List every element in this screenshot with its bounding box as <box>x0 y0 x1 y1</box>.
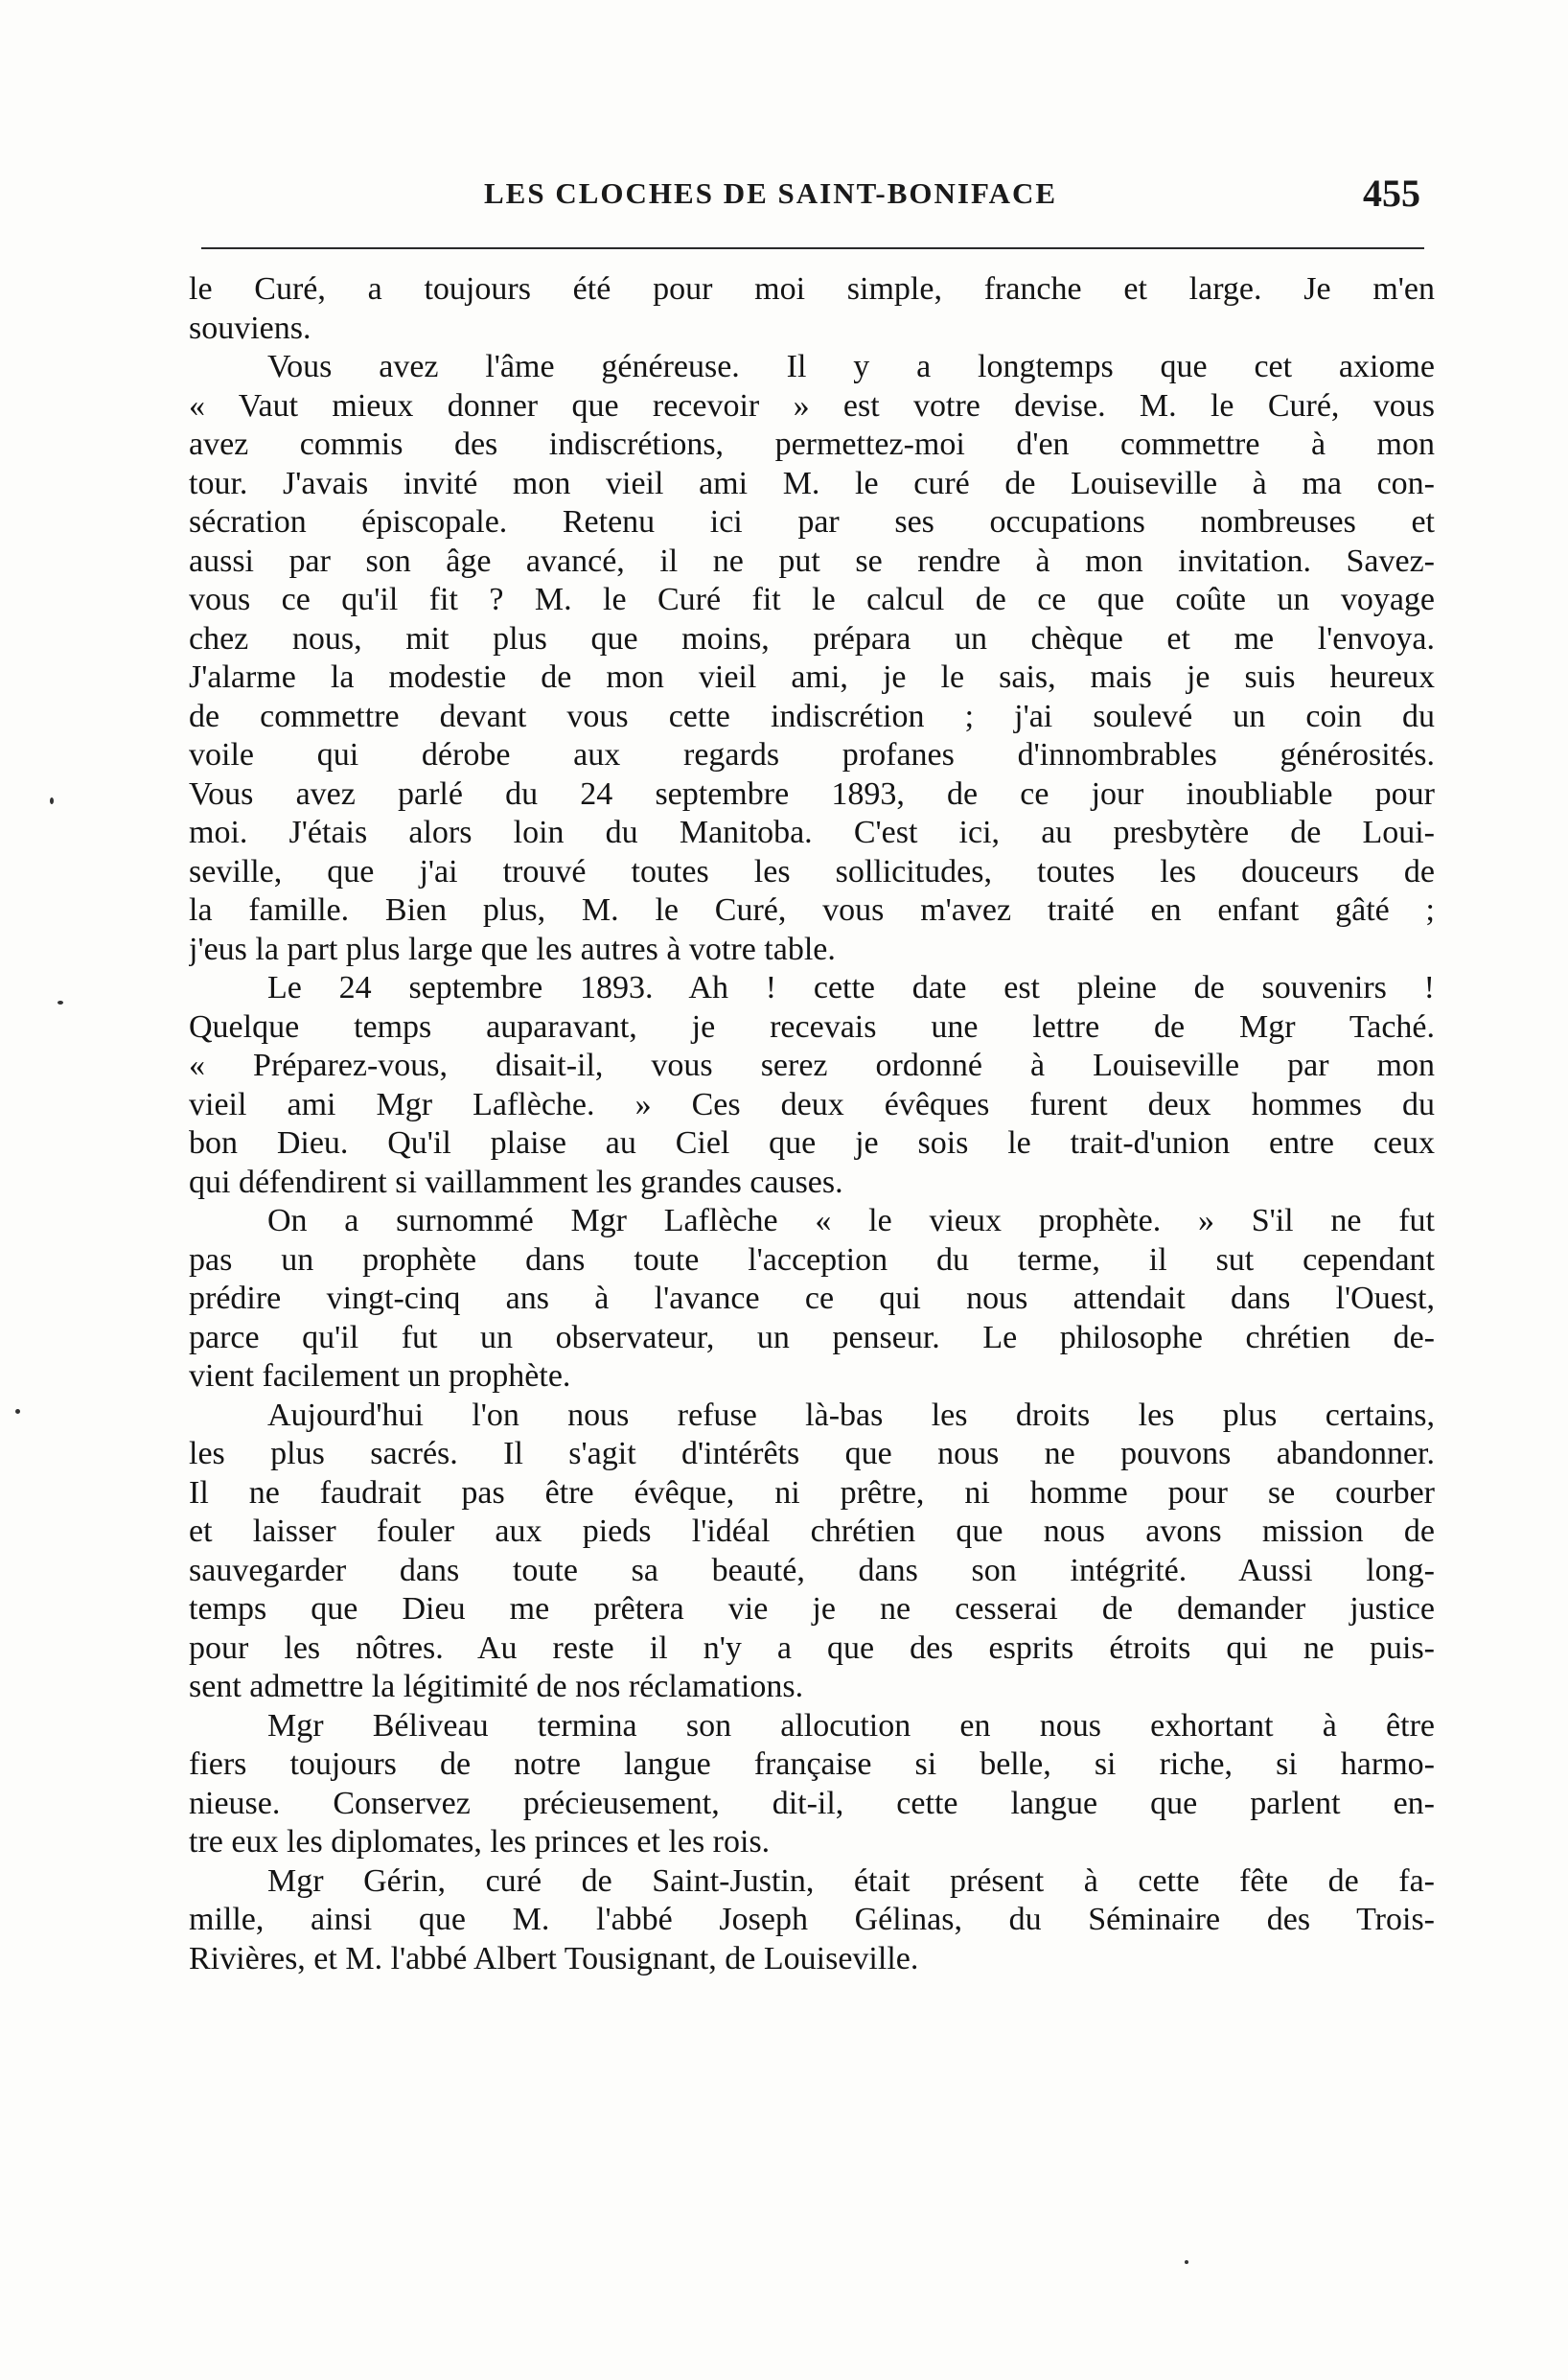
text-line: « Préparez-vous, disait-il, vous serez ordonné à Louiseville par mon <box>189 1048 1435 1083</box>
text-line: On a surnommé Mgr Laflèche « le vieux prophète. » S'il ne fut <box>267 1203 1435 1238</box>
scan-speck <box>50 797 54 804</box>
text-line: mille, ainsi que M. l'abbé Joseph Gélinas, du Séminaire des Trois- <box>189 1902 1435 1937</box>
scan-speck <box>15 1409 20 1414</box>
text-line: prédire vingt-cinq ans à l'avance ce qui nous attendait dans l'Ouest, <box>189 1281 1435 1316</box>
text-line: le Curé, a toujours été pour moi simple, franche et large. Je m'en <box>189 271 1435 307</box>
text-line: temps que Dieu me prêtera vie je ne cesserai de demander justice <box>189 1591 1435 1627</box>
text-line: vient facilement un prophète. <box>189 1358 571 1394</box>
text-line: Vous avez l'âme généreuse. Il y a longtemps que cet axiome <box>267 349 1435 384</box>
text-line: parce qu'il fut un observateur, un penseur. Le philosophe chrétien de- <box>189 1319 1435 1355</box>
text-line: vous ce qu'il fit ? M. le Curé fit le calcul de ce que coûte un voyage <box>189 582 1435 617</box>
text-line: les plus sacrés. Il s'agit d'intérêts que nous ne pouvons abandonner. <box>189 1436 1435 1471</box>
text-line: Mgr Béliveau termina son allocution en nous exhortant à être <box>267 1707 1435 1744</box>
text-line: vieil ami Mgr Laflèche. » Ces deux évêques furent deux hommes du <box>189 1086 1435 1122</box>
text-line: avez commis des indiscrétions, permettez-moi d'en commettre à mon <box>189 427 1435 462</box>
scan-speck <box>1185 2260 1188 2264</box>
text-line: Rivières, et M. l'abbé Albert Tousignant, de Louiseville. <box>189 1940 919 1976</box>
text-line: Il ne faudrait pas être évêque, ni prêtre, ni homme pour se courber <box>189 1474 1435 1511</box>
text-line: moi. J'étais alors loin du Manitoba. C'est ici, au presbytère de Loui- <box>189 815 1435 850</box>
text-line: bon Dieu. Qu'il plaise au Ciel que je sois le trait-d'union entre ceux <box>189 1125 1435 1161</box>
header-rule <box>201 247 1424 249</box>
text-line: fiers toujours de notre langue française si belle, si riche, si harmo- <box>189 1746 1435 1782</box>
text-line: Mgr Gérin, curé de Saint-Justin, était présent à cette fête de fa- <box>267 1862 1435 1899</box>
text-line: pas un prophète dans toute l'acception du terme, il sut cependant <box>189 1241 1435 1278</box>
text-line: J'alarme la modestie de mon vieil ami, je le sais, mais je suis heureux <box>189 659 1435 695</box>
scan-speck <box>58 1001 63 1005</box>
text-line: Aujourd'hui l'on nous refuse là-bas les droits les plus certains, <box>267 1397 1435 1433</box>
text-line: tre eux les diplomates, les princes et les rois. <box>189 1824 771 1860</box>
text-line: Vous avez parlé du 24 septembre 1893, de ce jour inoubliable pour <box>189 775 1435 812</box>
page-number: 455 <box>1363 172 1420 215</box>
text-line: « Vaut mieux donner que recevoir » est votre devise. M. le Curé, vous <box>189 387 1435 424</box>
text-line: souviens. <box>189 310 311 346</box>
text-line: sauvegarder dans toute sa beauté, dans son intégrité. Aussi long- <box>189 1552 1435 1588</box>
text-line: nieuse. Conservez précieusement, dit-il, cette langue que parlent en- <box>189 1785 1435 1821</box>
text-line: j'eus la part plus large que les autres à votre table. <box>189 931 836 967</box>
text-line: sent admettre la légitimité de nos réclamations. <box>189 1669 804 1704</box>
text-line: voile qui dérobe aux regards profanes d'innombrables générosités. <box>189 737 1435 773</box>
text-line: Quelque temps auparavant, je recevais une lettre de Mgr Taché. <box>189 1008 1435 1045</box>
text-line: la famille. Bien plus, M. le Curé, vous m'avez traité en enfant gâté ; <box>189 892 1435 928</box>
page-header <box>196 171 1428 219</box>
text-line: tour. J'avais invité mon vieil ami M. le curé de Louiseville à ma con- <box>189 465 1435 501</box>
text-line: qui défendirent si vaillamment les grandes causes. <box>189 1164 843 1200</box>
text-line: chez nous, mit plus que moins, prépara un chèque et me l'envoya. <box>189 620 1435 657</box>
text-line: seville, que j'ai trouvé toutes les sollicitudes, toutes les douceurs de <box>189 853 1435 890</box>
text-line: de commettre devant vous cette indiscrétion ; j'ai soulevé un coin du <box>189 698 1435 734</box>
text-line: aussi par son âge avancé, il ne put se rendre à mon invitation. Savez- <box>189 543 1435 579</box>
running-title: LES CLOCHES DE SAINT-BONIFACE <box>484 176 1058 210</box>
text-line: et laisser fouler aux pieds l'idéal chrétien que nous avons mission de <box>189 1513 1435 1549</box>
text-line: sécration épiscopale. Retenu ici par ses occupations nombreuses et <box>189 504 1435 540</box>
body-text <box>189 270 1435 1978</box>
text-line: Le 24 septembre 1893. Ah ! cette date est pleine de souvenirs ! <box>267 970 1435 1005</box>
text-line: pour les nôtres. Au reste il n'y a que des esprits étroits qui ne puis- <box>189 1629 1435 1666</box>
